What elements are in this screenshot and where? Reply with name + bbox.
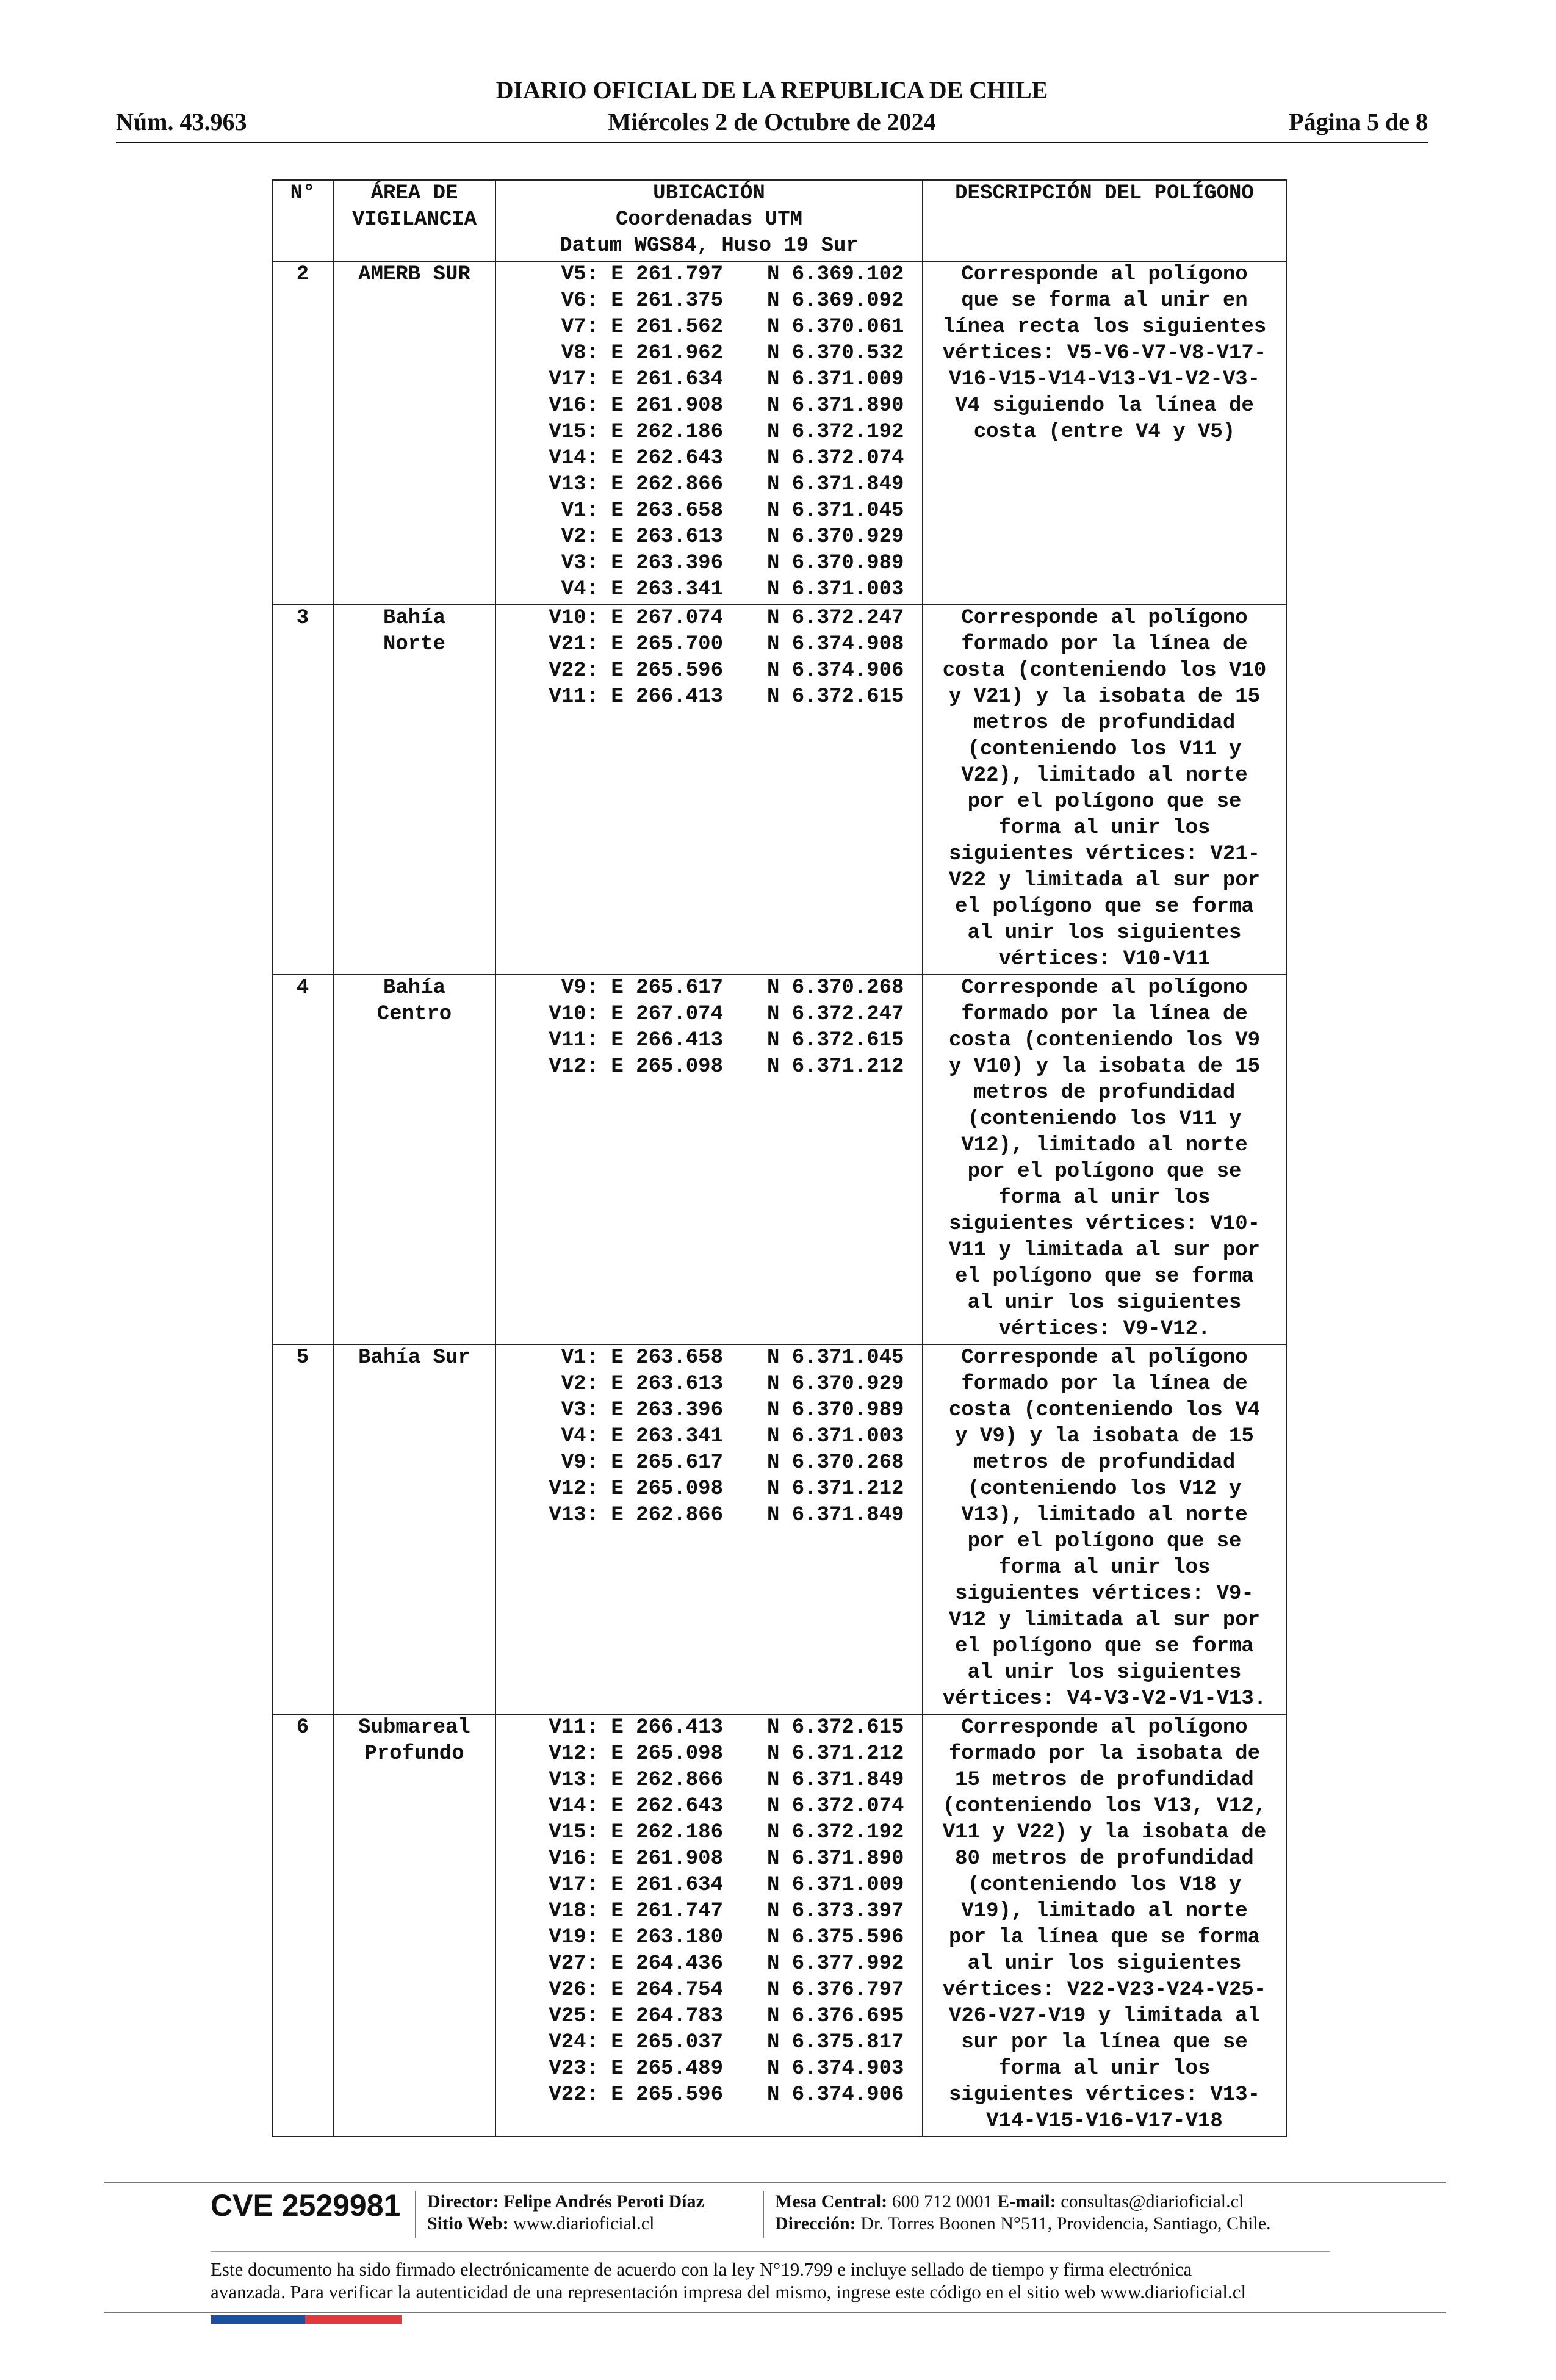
description-line: 80 metros de profundidad — [955, 1847, 1254, 1870]
northing: N 6.369.102 — [767, 263, 904, 286]
easting: V14: E 262.643 — [549, 1795, 723, 1818]
footer-director-block: Director: Felipe Andrés Peroti Díaz Sitio Web: www.diarioficial.cl — [427, 2191, 704, 2234]
coordinate-row — [499, 1872, 920, 1899]
table-row — [272, 1714, 1286, 2137]
easting: V13: E 262.866 — [549, 1504, 723, 1527]
description-line: V11 y limitada al sur por — [948, 1239, 1261, 1262]
description-line: costa (conteniendo los V10 — [942, 659, 1267, 682]
description-line: por el polígono que se — [967, 790, 1242, 813]
coordinate-row — [499, 445, 920, 472]
coordinate-row — [499, 1345, 920, 1371]
area-name-line: Bahía — [383, 976, 446, 1000]
cve-code: CVE 2529981 — [211, 2188, 401, 2223]
description-line: V12 y limitada al sur por — [948, 1609, 1261, 1632]
polygon-description — [923, 1344, 1286, 1714]
polygon-description — [923, 1714, 1286, 2137]
coordinate-row — [499, 2056, 920, 2082]
header-area: ÁREA DE VIGILANCIA — [333, 180, 495, 261]
description-line: vértices: V10-V11 — [998, 948, 1211, 971]
coordinate-row — [499, 1794, 920, 1820]
description-line: formado por la isobata de — [948, 1742, 1261, 1765]
area-name — [333, 1344, 495, 1714]
header-number: N° — [272, 180, 333, 261]
coordinate-row — [499, 975, 920, 1001]
coordinate-row — [499, 1741, 920, 1767]
publication-title: DIARIO OFICIAL DE LA REPUBLICA DE CHILE — [495, 76, 1048, 104]
northing: N 6.371.890 — [767, 394, 904, 417]
coordinate-row — [499, 1476, 920, 1502]
footer-divider-top — [104, 2182, 1446, 2183]
coordinate-row — [499, 1715, 920, 1741]
flag-stripe-red — [305, 2315, 402, 2324]
coordinate-row — [499, 1951, 920, 1977]
northing: N 6.376.797 — [767, 1978, 904, 2002]
row-number: 6 — [272, 1714, 333, 2137]
coordinate-row — [499, 262, 920, 288]
coordinate-row — [499, 2082, 920, 2108]
description-line: V14-V15-V16-V17-V18 — [986, 2110, 1223, 2133]
footer-divider-middle — [211, 2251, 1330, 2252]
description-line: y V10) y la isobata de 15 — [948, 1055, 1261, 1078]
description-line: metros de profundidad — [973, 1451, 1236, 1474]
description-line: V22 y limitada al sur por — [948, 869, 1261, 892]
coordinate-row — [499, 1001, 920, 1028]
description-line: Corresponde al polígono — [961, 1716, 1248, 1739]
northing: N 6.374.908 — [767, 633, 904, 656]
northing: N 6.371.849 — [767, 1769, 904, 1792]
description-line: Corresponde al polígono — [961, 263, 1248, 286]
northing: N 6.372.074 — [767, 1795, 904, 1818]
easting: V4: E 263.341 — [561, 578, 723, 601]
coordinate-row — [499, 577, 920, 603]
description-line: siguientes vértices: V21- — [948, 843, 1261, 866]
area-name-line: Centro — [376, 1003, 452, 1026]
northing: N 6.371.009 — [767, 368, 904, 391]
easting: V2: E 263.613 — [561, 1372, 723, 1396]
area-name-line: Bahía — [383, 607, 446, 630]
description-line: formado por la línea de — [961, 1372, 1248, 1396]
coordinate-row — [499, 498, 920, 524]
polygon-description — [923, 261, 1286, 605]
description-line: V11 y V22) y la isobata de — [942, 1821, 1267, 1844]
area-name-line: Norte — [383, 633, 446, 656]
northing: N 6.372.615 — [767, 1029, 904, 1052]
area-name — [333, 605, 495, 975]
coordinate-row — [499, 1767, 920, 1794]
header-divider — [116, 142, 1428, 143]
phone-number: 600 712 0001 — [891, 2191, 993, 2212]
easting: V27: E 264.436 — [549, 1952, 723, 1975]
coordinate-row — [499, 1925, 920, 1951]
northing: N 6.371.009 — [767, 1873, 904, 1897]
northing: N 6.374.906 — [767, 659, 904, 682]
polygon-description — [923, 975, 1286, 1344]
description-line: forma al unir los — [998, 2057, 1211, 2080]
easting: V6: E 261.375 — [561, 289, 723, 312]
description-line: el polígono que se forma — [955, 1265, 1254, 1288]
easting: V11: E 266.413 — [549, 1029, 723, 1052]
northing: N 6.371.212 — [767, 1477, 904, 1501]
northing: N 6.371.212 — [767, 1742, 904, 1765]
description-line: vértices: V9-V12. — [998, 1318, 1211, 1341]
table-body — [272, 261, 1286, 2137]
description-line: al unir los siguientes — [967, 1661, 1242, 1684]
northing: N 6.372.615 — [767, 1716, 904, 1739]
northing: N 6.374.903 — [767, 2057, 904, 2080]
easting: V14: E 262.643 — [549, 447, 723, 470]
northing: N 6.372.192 — [767, 420, 904, 444]
table-header-row — [272, 180, 1286, 261]
northing: N 6.370.532 — [767, 342, 904, 365]
coordinate-row — [499, 393, 920, 419]
easting: V17: E 261.634 — [549, 368, 723, 391]
description-line: (conteniendo los V13, V12, — [942, 1795, 1267, 1818]
coordinate-row — [499, 1502, 920, 1529]
northing: N 6.372.615 — [767, 685, 904, 709]
description-line: forma al unir los — [998, 817, 1211, 840]
description-line: (conteniendo los V11 y — [967, 738, 1242, 761]
coordinate-row — [499, 550, 920, 577]
northing: N 6.370.989 — [767, 1399, 904, 1422]
coordinates-cell — [495, 1344, 923, 1714]
flag-stripe-blue — [211, 2315, 305, 2324]
coordinate-row — [499, 1397, 920, 1424]
easting: V12: E 265.098 — [549, 1055, 723, 1078]
coordinate-row — [499, 288, 920, 314]
easting: V16: E 261.908 — [549, 1847, 723, 1870]
description-line: al unir los siguientes — [967, 1952, 1242, 1975]
northing: N 6.370.929 — [767, 525, 904, 549]
easting: V25: E 264.783 — [549, 2005, 723, 2028]
northing: N 6.376.695 — [767, 2005, 904, 2028]
coordinate-row — [499, 1028, 920, 1054]
coordinate-row — [499, 1371, 920, 1397]
description-line: V19), limitado al norte — [961, 1900, 1248, 1923]
northing: N 6.374.906 — [767, 2083, 904, 2107]
easting: V8: E 261.962 — [561, 342, 723, 365]
coordinate-row — [499, 472, 920, 498]
coordinates-cell — [495, 261, 923, 605]
northing: N 6.371.045 — [767, 499, 904, 522]
coordinate-row — [499, 1424, 920, 1450]
northing: N 6.371.003 — [767, 1425, 904, 1448]
legal-notice: Este documento ha sido firmado electrónicamente de acuerdo con la ley N°19.799 e incluye sellado de tiempo y firma electrónica avanzada. Para verificar la autenticidad de una representación impresa del mismo, ingrese este código en el sitio web www.diarioficial.cl — [211, 2259, 1247, 2302]
northing: N 6.372.247 — [767, 607, 904, 630]
area-name — [333, 975, 495, 1344]
coordinate-row — [499, 605, 920, 632]
description-line: 15 metros de profundidad — [955, 1769, 1254, 1792]
easting: V12: E 265.098 — [549, 1742, 723, 1765]
easting: V13: E 262.866 — [549, 1769, 723, 1792]
easting: V11: E 266.413 — [549, 1716, 723, 1739]
header-description: DESCRIPCIÓN DEL POLÍGONO — [923, 180, 1286, 261]
table-row — [272, 605, 1286, 975]
description-line: el polígono que se forma — [955, 1635, 1254, 1658]
description-line: vértices: V4-V3-V2-V1-V13. — [942, 1687, 1267, 1711]
description-line: V13), limitado al norte — [961, 1504, 1248, 1527]
issue-date: Miércoles 2 de Octubre de 2024 — [608, 108, 936, 135]
easting: V11: E 266.413 — [549, 685, 723, 709]
row-number: 2 — [272, 261, 333, 605]
description-line: vértices: V22-V23-V24-V25- — [942, 1978, 1267, 2002]
northing: N 6.371.849 — [767, 1504, 904, 1527]
northing: N 6.375.817 — [767, 2031, 904, 2054]
issue-number: Núm. 43.963 — [116, 108, 247, 135]
description-line: Corresponde al polígono — [961, 1346, 1248, 1369]
area-name-line: Submareal — [358, 1716, 470, 1739]
easting: V26: E 264.754 — [549, 1978, 723, 2002]
description-line: al unir los siguientes — [967, 921, 1242, 945]
row-number: 3 — [272, 605, 333, 975]
footer-separator-1 — [415, 2191, 416, 2238]
description-line: forma al unir los — [998, 1186, 1211, 1210]
page-number: Página 5 de 8 — [1289, 108, 1428, 135]
easting: V16: E 261.908 — [549, 394, 723, 417]
easting: V19: E 263.180 — [549, 1926, 723, 1949]
northing: N 6.371.045 — [767, 1346, 904, 1369]
northing: N 6.370.929 — [767, 1372, 904, 1396]
description-line: V4 siguiendo la línea de — [955, 394, 1254, 417]
northing: N 6.372.074 — [767, 447, 904, 470]
coordinate-row — [499, 2030, 920, 2056]
email-link[interactable]: consultas@diarioficial.cl — [1061, 2191, 1244, 2212]
easting: V1: E 263.658 — [561, 1346, 723, 1369]
description-line: metros de profundidad — [973, 712, 1236, 735]
description-line: vértices: V5-V6-V7-V8-V17- — [942, 342, 1267, 365]
northing: N 6.370.268 — [767, 1451, 904, 1474]
coordinate-row — [499, 632, 920, 658]
northing: N 6.370.268 — [767, 976, 904, 1000]
coordinate-row — [499, 314, 920, 341]
description-line: (conteniendo los V11 y — [967, 1108, 1242, 1131]
easting: V24: E 265.037 — [549, 2031, 723, 2054]
coordinate-row — [499, 419, 920, 445]
description-line: metros de profundidad — [973, 1081, 1236, 1105]
description-line: costa (conteniendo los V4 — [948, 1399, 1261, 1422]
northing: N 6.372.192 — [767, 1821, 904, 1844]
description-line: V26-V27-V19 y limitada al — [948, 2005, 1261, 2028]
description-line: (conteniendo los V18 y — [967, 1873, 1242, 1897]
area-name-line: Profundo — [364, 1742, 464, 1765]
description-line: al unir los siguientes — [967, 1291, 1242, 1314]
area-name-line: Bahía Sur — [358, 1346, 470, 1369]
coordinates-cell — [495, 975, 923, 1344]
row-number: 5 — [272, 1344, 333, 1714]
easting: V21: E 265.700 — [549, 633, 723, 656]
description-line: el polígono que se forma — [955, 895, 1254, 918]
easting: V22: E 265.596 — [549, 2083, 723, 2107]
description-line: por la línea que se forma — [948, 1926, 1261, 1949]
easting: V15: E 262.186 — [549, 1821, 723, 1844]
coordinate-row — [499, 1846, 920, 1872]
footer-divider-bottom — [104, 2312, 1446, 2313]
description-line: línea recta los siguientes — [942, 316, 1267, 339]
easting: V13: E 262.866 — [549, 473, 723, 496]
northing: N 6.377.992 — [767, 1952, 904, 1975]
easting: V22: E 265.596 — [549, 659, 723, 682]
northing: N 6.373.397 — [767, 1900, 904, 1923]
description-line: Corresponde al polígono — [961, 976, 1248, 1000]
area-name — [333, 261, 495, 605]
easting: V5: E 261.797 — [561, 263, 723, 286]
table-row — [272, 1344, 1286, 1714]
description-line: siguientes vértices: V13- — [948, 2083, 1261, 2107]
description-line: formado por la línea de — [961, 633, 1248, 656]
table-row — [272, 975, 1286, 1344]
description-line: Corresponde al polígono — [961, 607, 1248, 630]
description-line: V12), limitado al norte — [961, 1134, 1248, 1157]
coordinate-row — [499, 524, 920, 550]
table-row — [272, 261, 1286, 605]
northing: N 6.369.092 — [767, 289, 904, 312]
address: Dr. Torres Boonen N°511, Providencia, Santiago, Chile. — [860, 2213, 1271, 2234]
description-line: forma al unir los — [998, 1556, 1211, 1579]
easting: V7: E 261.562 — [561, 316, 723, 339]
coordinates-cell — [495, 1714, 923, 2137]
easting: V3: E 263.396 — [561, 1399, 723, 1422]
northing: N 6.371.890 — [767, 1847, 904, 1870]
footer-contact-block: Mesa Central: 600 712 0001 E-mail: consultas@diarioficial.cl Dirección: Dr. Torres Boonen N°511, Providencia, Santiago, Chile. — [775, 2191, 1271, 2234]
coordinates-cell — [495, 605, 923, 975]
page-header — [116, 76, 1428, 144]
northing: N 6.372.247 — [767, 1003, 904, 1026]
description-line: (conteniendo los V12 y — [967, 1477, 1242, 1501]
easting: V9: E 265.617 — [561, 1451, 723, 1474]
easting: V3: E 263.396 — [561, 552, 723, 575]
coordinate-row — [499, 684, 920, 710]
easting: V1: E 263.658 — [561, 499, 723, 522]
footer-separator-2 — [763, 2191, 764, 2238]
description-line: sur por la línea que se — [961, 2031, 1248, 2054]
coordinate-row — [499, 1450, 920, 1476]
easting: V9: E 265.617 — [561, 976, 723, 1000]
coordinate-row — [499, 1054, 920, 1080]
northing: N 6.375.596 — [767, 1926, 904, 1949]
coordinate-row — [499, 658, 920, 684]
header-location: UBICACIÓN Coordenadas UTM Datum WGS84, Huso 19 Sur — [495, 180, 923, 261]
surveillance-areas-table — [272, 179, 1287, 2137]
easting: V18: E 261.747 — [549, 1900, 723, 1923]
easting: V4: E 263.341 — [561, 1425, 723, 1448]
easting: V2: E 263.613 — [561, 525, 723, 549]
area-name — [333, 1714, 495, 2137]
description-line: costa (entre V4 y V5) — [973, 420, 1236, 444]
northing: N 6.370.989 — [767, 552, 904, 575]
easting: V15: E 262.186 — [549, 420, 723, 444]
description-line: por el polígono que se — [967, 1530, 1242, 1553]
northing: N 6.371.212 — [767, 1055, 904, 1078]
coordinate-row — [499, 1899, 920, 1925]
northing: N 6.371.003 — [767, 578, 904, 601]
description-line: costa (conteniendo los V9 — [948, 1029, 1261, 1052]
description-line: V22), limitado al norte — [961, 764, 1248, 787]
description-line: y V9) y la isobata de 15 — [955, 1425, 1254, 1448]
northing: N 6.371.849 — [767, 473, 904, 496]
description-line: y V21) y la isobata de 15 — [948, 685, 1261, 709]
description-line: que se forma al unir en — [961, 289, 1248, 312]
director-name: Felipe Andrés Peroti Díaz — [503, 2191, 704, 2212]
coordinate-row — [499, 341, 920, 367]
easting: V10: E 267.074 — [549, 1003, 723, 1026]
polygon-description — [923, 605, 1286, 975]
area-name-line: AMERB SUR — [358, 263, 470, 286]
easting: V23: E 265.489 — [549, 2057, 723, 2080]
row-number: 4 — [272, 975, 333, 1344]
easting: V10: E 267.074 — [549, 607, 723, 630]
site-link[interactable]: www.diarioficial.cl — [513, 2213, 655, 2234]
description-line: por el polígono que se — [967, 1160, 1242, 1183]
description-line: siguientes vértices: V9- — [955, 1582, 1254, 1606]
coordinate-row — [499, 2003, 920, 2030]
coordinate-row — [499, 1820, 920, 1846]
description-line: V16-V15-V14-V13-V1-V2-V3- — [948, 368, 1261, 391]
description-line: formado por la línea de — [961, 1003, 1248, 1026]
coordinate-row — [499, 367, 920, 393]
coordinate-row — [499, 1977, 920, 2003]
easting: V17: E 261.634 — [549, 1873, 723, 1897]
easting: V12: E 265.098 — [549, 1477, 723, 1501]
description-line: siguientes vértices: V10- — [948, 1213, 1261, 1236]
northing: N 6.370.061 — [767, 316, 904, 339]
